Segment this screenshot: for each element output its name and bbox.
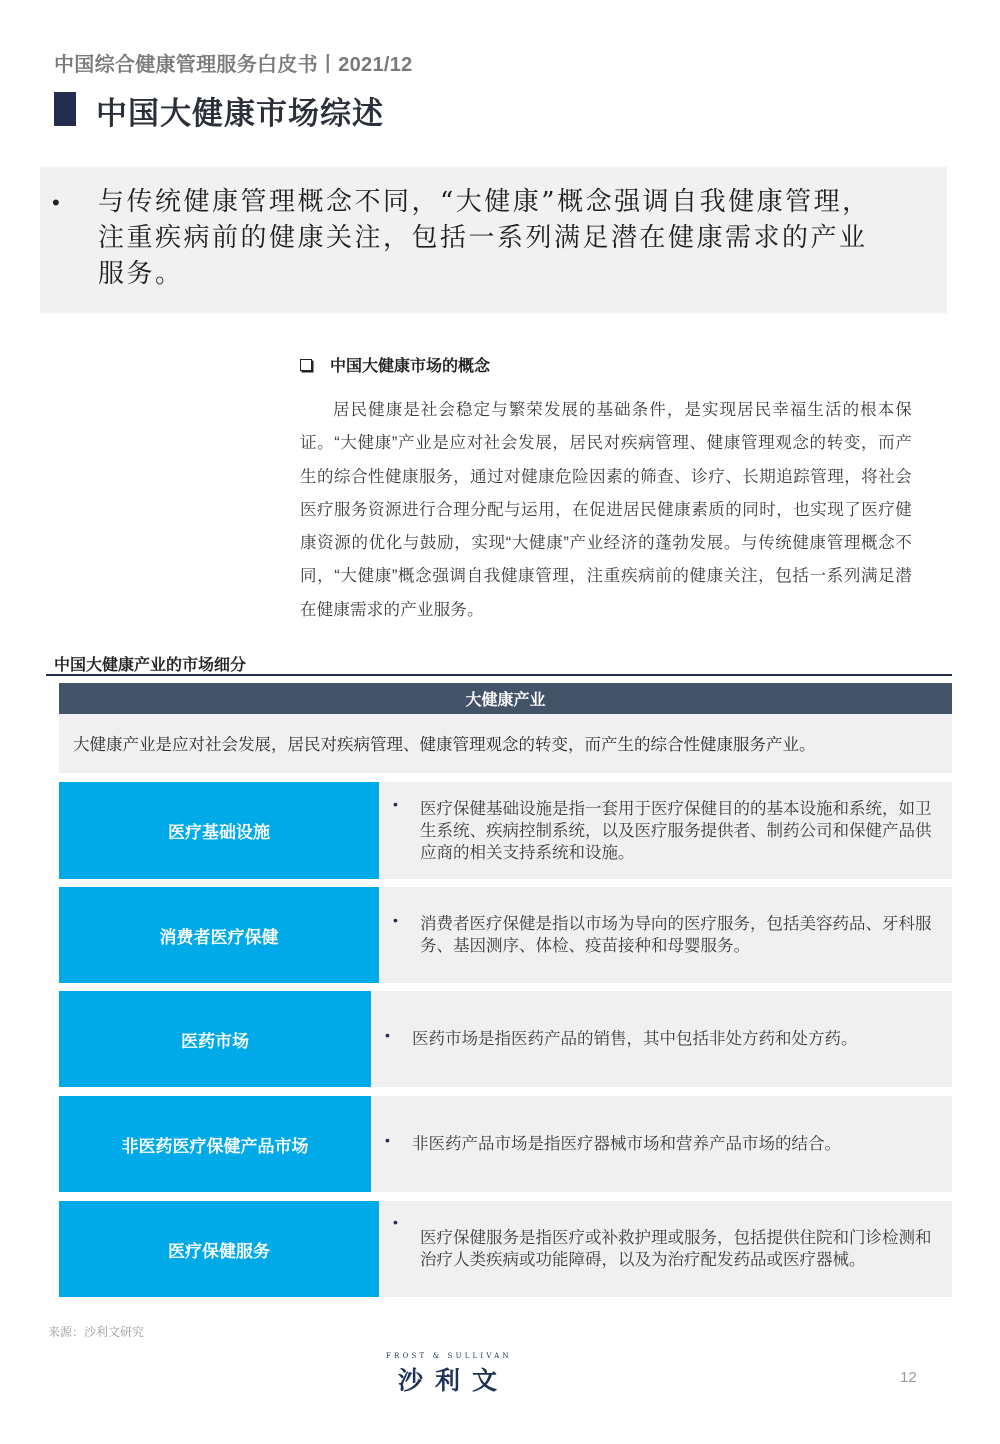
segment-row: [59, 991, 952, 1087]
segment-label: 消费者医疗保健: [59, 887, 379, 983]
segment-description: 医药市场是指医药产品的销售，其中包括非处方药和处方药。: [412, 1030, 858, 1048]
segment-description-panel: [379, 887, 952, 983]
logo-chinese: 沙利文: [398, 1367, 510, 1395]
logo-english: FROST & SULLIVAN: [386, 1352, 512, 1360]
bullet-icon: •: [385, 1132, 390, 1148]
segment-row: [59, 782, 952, 879]
segment-label: 医药市场: [59, 991, 371, 1087]
bullet-icon: •: [393, 796, 398, 812]
page-number: 12: [900, 1369, 917, 1386]
segment-label: 非医药医疗保健产品市场: [59, 1096, 371, 1192]
industry-title: 大健康产业: [465, 692, 546, 709]
industry-description-panel: [59, 714, 952, 773]
checkbox-square-icon: [300, 359, 312, 371]
title-accent-bar: [54, 92, 76, 126]
summary-text: 与传统健康管理概念不同，“大健康”概念强调自我健康管理，注重疾病前的健康关注，包括一系列满足潜在健康需求的产业服务。: [98, 187, 871, 289]
segment-description-panel: [379, 782, 952, 879]
concept-paragraph: 居民健康是社会稳定与繁荣发展的基础条件，是实现居民幸福生活的根本保证。“大健康”产业是应对社会发展，居民对疾病管理、健康管理观念的转变，而产生的综合性健康服务，通过对健康危险因素的筛查、诊疗、长期追踪管理，将社会医疗服务资源进行合理分配与运用，在促进居民健康素质的同时，也实现了医疗健康资源的优化与鼓励，实现“大健康”产业经济的蓬勃发展。与传统健康管理概念不同，“大健康”概念强调自我健康管理，注重疾病前的健康关注，包括一系列满足潜在健康需求的产业服务。: [300, 401, 912, 619]
page-title: 中国大健康市场综述: [96, 96, 384, 131]
segment-row: [59, 1201, 952, 1297]
section-title: 中国大健康产业的市场细分: [54, 657, 247, 674]
segment-description: 医疗保健基础设施是指一套用于医疗保健目的的基本设施和系统，如卫生系统、疾病控制系统，以及医疗服务提供者、制药公司和保健产品供应商的相关支持系统和设施。: [420, 799, 932, 862]
bullet-icon: •: [385, 1027, 390, 1043]
segment-label: 医疗保健服务: [59, 1201, 379, 1297]
segment-description-panel: [379, 1201, 952, 1297]
segment-description-panel: [371, 1096, 952, 1192]
industry-header: [59, 683, 952, 714]
section-divider: [46, 674, 952, 676]
concept-heading-text: 中国大健康市场的概念: [330, 358, 491, 375]
segment-description-panel: [371, 991, 952, 1087]
segment-row: [59, 887, 952, 983]
segment-description: 医疗保健服务是指医疗或补救护理或服务，包括提供住院和门诊检测和治疗人类疾病或功能障碍，以及为治疗配发药品或医疗器械。: [420, 1229, 932, 1269]
bullet-icon: •: [393, 1214, 398, 1230]
source-note: 来源：沙利文研究: [48, 1325, 145, 1339]
segment-row: [59, 1096, 952, 1192]
industry-description: 大健康产业是应对社会发展，居民对疾病管理、健康管理观念的转变，而产生的综合性健康服务产业。: [73, 736, 816, 754]
segment-description: 非医药产品市场是指医疗器械市场和营养产品市场的结合。: [412, 1135, 841, 1153]
bullet-icon: •: [52, 190, 60, 215]
concept-heading: [300, 353, 490, 376]
document-header: 中国综合健康管理服务白皮书丨2021/12: [54, 54, 413, 76]
segment-description: 消费者医疗保健是指以市场为导向的医疗服务，包括美容药品、牙科服务、基因测序、体检、疫苗接种和母婴服务。: [420, 915, 932, 955]
bullet-icon: •: [393, 912, 398, 928]
segment-label: 医疗基础设施: [59, 782, 379, 879]
